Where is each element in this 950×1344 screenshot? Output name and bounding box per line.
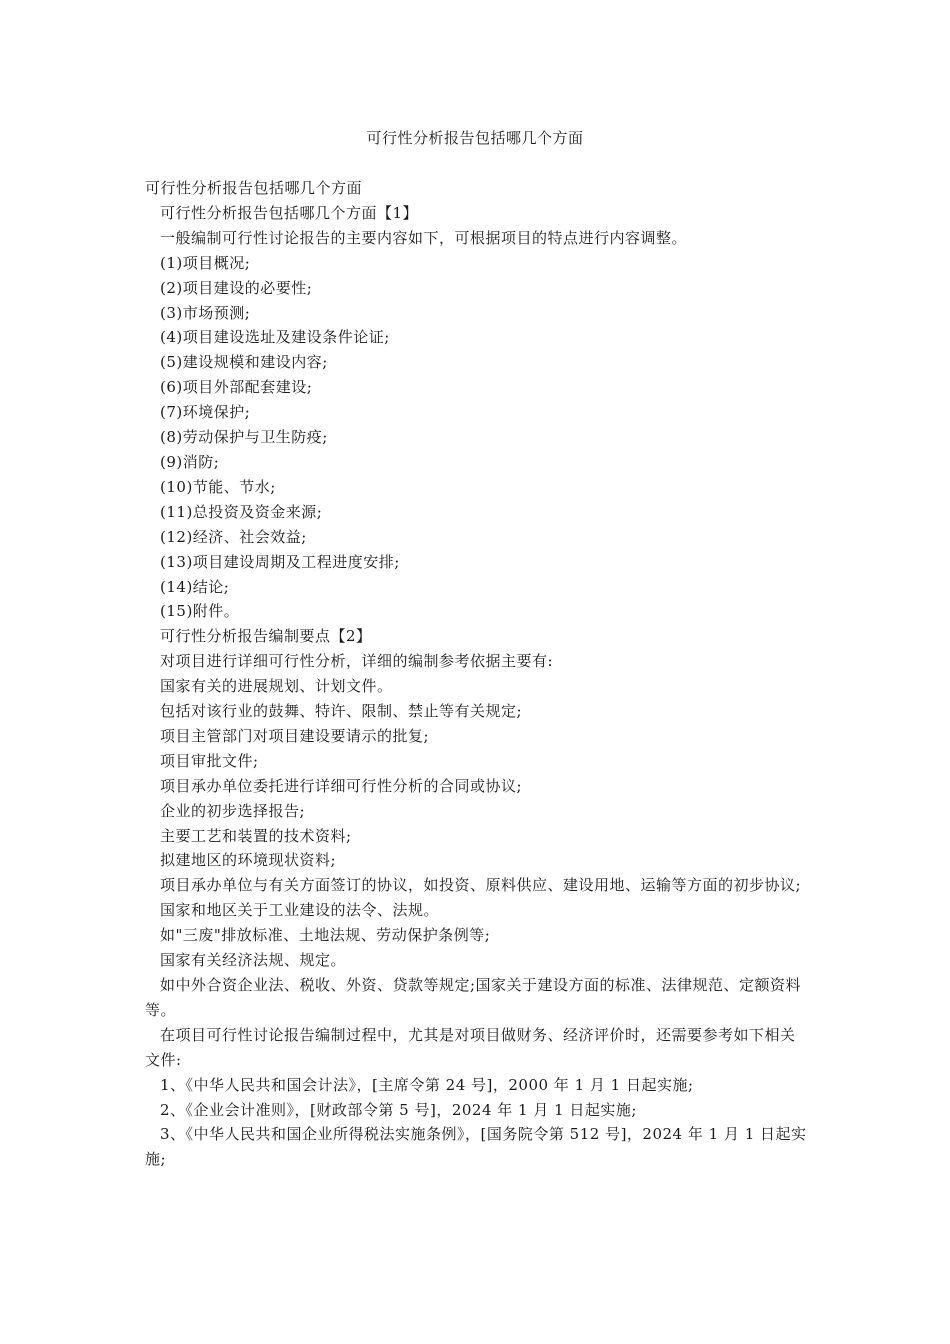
paragraph: 包括对该行业的鼓舞、特许、限制、禁止等有关规定; <box>160 702 523 721</box>
list-item: (2)项目建设的必要性; <box>160 278 313 297</box>
list-item: (15)附件。 <box>160 602 240 621</box>
paragraph: 对项目进行详细可行性分析，详细的编制参考依据主要有: <box>160 652 554 671</box>
paragraph: 国家有关的进展规划、计划文件。 <box>160 677 393 696</box>
paragraph: 项目承办单位委托进行详细可行性分析的合同或协议; <box>160 776 523 795</box>
paragraph: 可行性分析报告编制要点【2】 <box>160 627 372 646</box>
list-item: (1)项目概况; <box>160 253 251 272</box>
paragraph: 一般编制可行性讨论报告的主要内容如下，可根据项目的特点进行内容调整。 <box>160 228 688 247</box>
list-item: (14)结论; <box>160 577 230 596</box>
list-item: (4)项目建设选址及建设条件论证; <box>160 328 390 347</box>
list-item: (10)节能、节水; <box>160 477 276 496</box>
reference-item: 1、《中华人民共和国会计法》，[主席令第 24 号]，2000 年 1 月 1 日起实施; <box>160 1075 694 1094</box>
paragraph: 企业的初步选择报告; <box>160 801 306 820</box>
list-item: (6)项目外部配套建设; <box>160 378 313 397</box>
paragraph: 项目承办单位与有关方面签订的协议，如投资、原料供应、建设用地、运输等方面的初步协议; <box>160 876 802 895</box>
reference-item: 3、《中华人民共和国企业所得税法实施条例》，[国务院令第 512 号]，2024 年 1 月 1 日起实施; <box>145 1125 807 1169</box>
paragraph: 拟建地区的环境现状资料; <box>160 851 337 870</box>
paragraph: 可行性分析报告包括哪几个方面【1】 <box>160 203 419 222</box>
paragraph: 如中外合资企业法、税收、外资、贷款等规定;国家关于建设方面的标准、法律规范、定额资料等。 <box>145 976 802 1019</box>
paragraph: 国家和地区关于工业建设的法令、法规。 <box>160 901 440 920</box>
paragraph: 项目主管部门对项目建设要请示的批复; <box>160 726 430 745</box>
list-item: (13)项目建设周期及工程进度安排; <box>160 552 400 571</box>
document-body <box>145 176 810 1172</box>
list-item: (5)建设规模和建设内容; <box>160 353 328 372</box>
list-item: (11)总投资及资金来源; <box>160 502 323 521</box>
paragraph: 项目审批文件; <box>160 751 259 770</box>
paragraph: 主要工艺和装置的技术资料; <box>160 826 352 845</box>
list-item: (9)消防; <box>160 452 220 471</box>
list-item: (12)经济、社会效益; <box>160 527 307 546</box>
list-item: (8)劳动保护与卫生防疫; <box>160 428 328 447</box>
paragraph: 国家有关经济法规、规定。 <box>160 951 347 970</box>
list-item: (7)环境保护; <box>160 403 251 422</box>
paragraph: 在项目可行性讨论报告编制过程中，尤其是对项目做财务、经济评价时，还需要参考如下相关文件: <box>145 1025 796 1069</box>
page-title: 可行性分析报告包括哪几个方面 <box>366 129 584 147</box>
reference-item: 2、《企业会计准则》，[财政部令第 5 号]，2024 年 1 月 1 日起实施; <box>160 1100 637 1119</box>
paragraph: 如"三废"排放标准、土地法规、劳动保护条例等; <box>160 926 491 945</box>
document-heading: 可行性分析报告包括哪几个方面 <box>145 179 363 197</box>
list-item: (3)市场预测; <box>160 303 251 322</box>
